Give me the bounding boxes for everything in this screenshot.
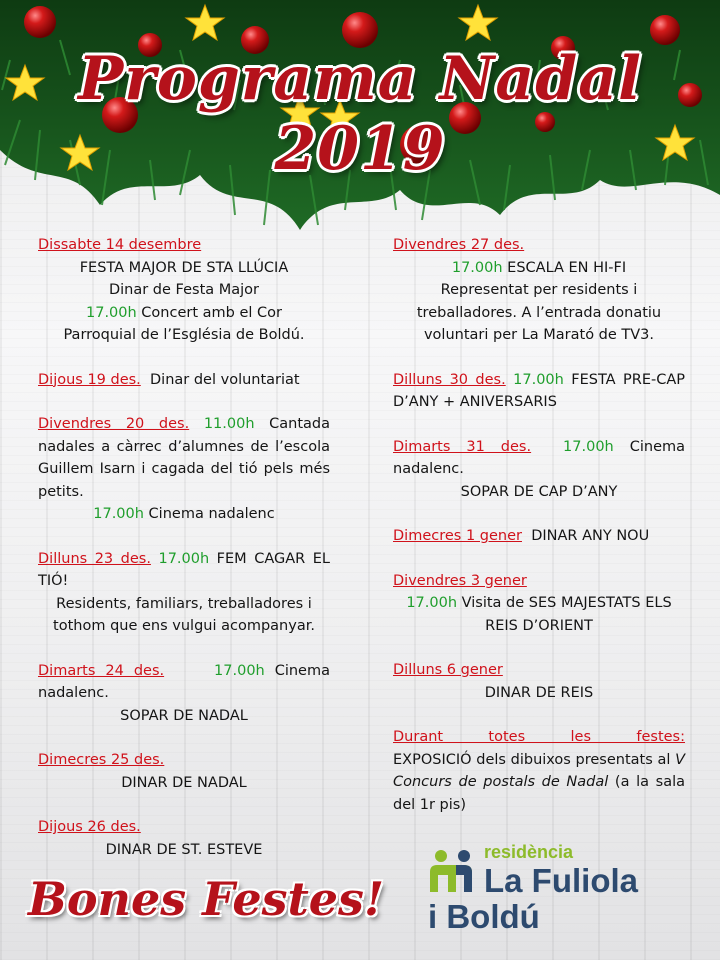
- event-text: Dinar de Festa Major: [108, 282, 260, 298]
- event-text: DINAR ANY NOU: [521, 528, 650, 544]
- event-date: Dissabte 14 desembre: [38, 237, 202, 253]
- logo-name-line1: La Fuliola: [484, 862, 639, 899]
- event-text: Cantada nadales a càrrec d’alumnes de l’escola Guillem Isarn i cagada del tió pels més petits.: [38, 416, 330, 500]
- event-date: Dilluns 23 des.: [38, 550, 151, 567]
- greeting-bones-festes: Bones Festes!: [28, 872, 385, 926]
- event-3-gener: [393, 570, 685, 638]
- event-text: Visita de SES MAJESTATS ELS REIS D’ORIENT: [457, 595, 672, 634]
- event-date: Dimecres 1 gener: [393, 528, 522, 544]
- event-6-gener: [393, 659, 685, 704]
- event-text: FEM CAGAR EL TIÓ!: [38, 550, 330, 589]
- event-text: DINAR DE REIS: [484, 684, 594, 701]
- event-time: 17.00h: [563, 438, 614, 455]
- event-14-desembre: [38, 234, 330, 347]
- event-text: Concert amb el Cor: [136, 304, 282, 321]
- event-text: SOPAR DE NADAL: [120, 707, 248, 724]
- program-left-column: [38, 234, 330, 883]
- event-27-des: [393, 234, 685, 347]
- event-text: Dinar del voluntariat: [140, 371, 300, 388]
- event-date: Durant totes les festes:: [393, 729, 685, 745]
- people-logo-icon: [428, 848, 478, 898]
- event-title: ESCALA EN HI-FI: [502, 259, 627, 276]
- event-26-des: [38, 816, 330, 861]
- event-text: DINAR DE ST. ESTEVE: [105, 841, 263, 858]
- event-time: 17.00h: [86, 304, 137, 321]
- event-title: FESTA MAJOR DE STA LLÚCIA: [79, 259, 289, 276]
- event-text: Representat per residents i treballadores. A l’entrada donatiu voluntari per La Marató de TV3.: [416, 282, 662, 343]
- event-date: Dilluns 6 gener: [393, 662, 503, 678]
- event-time: 17.00h: [93, 506, 144, 522]
- event-25-des: [38, 749, 330, 794]
- event-time: 17.00h: [451, 259, 503, 276]
- event-20-des: [38, 413, 330, 526]
- event-exposicio: [393, 726, 685, 816]
- event-30-des: [393, 369, 685, 414]
- logo-residencia-text: residència: [484, 842, 574, 862]
- event-date: Dilluns 30 des.: [393, 371, 506, 388]
- event-time: 17.00h: [406, 595, 458, 611]
- event-text: SOPAR DE CAP D’ANY: [460, 483, 618, 500]
- program-right-column: [393, 234, 685, 838]
- event-text: Cinema nadalenc.: [38, 662, 330, 701]
- event-1-gener: [393, 525, 685, 548]
- event-text: FESTA PRE-CAP D’ANY + ANIVERSARIS: [393, 371, 686, 410]
- page-title: Programa Nadal 2019: [78, 44, 642, 184]
- residencia-logo: [428, 842, 678, 942]
- event-19-des: [38, 369, 330, 392]
- event-24-des: [38, 660, 330, 728]
- event-time: 17.00h: [214, 662, 265, 679]
- event-date: Dimarts 24 des.: [38, 662, 165, 679]
- logo-name-line2: i Boldú: [428, 898, 540, 935]
- event-time: 17.00h: [505, 371, 564, 388]
- event-text: Residents, familiars, treballadores i tothom que ens vulgui acompanyar.: [53, 595, 315, 634]
- event-time: 17.00h: [158, 550, 210, 567]
- event-date: Dimarts 31 des.: [393, 438, 532, 455]
- event-date: Dimecres 25 des.: [38, 752, 165, 768]
- event-text: EXPOSICIÓ dels dibuixos presentats al: [393, 751, 676, 768]
- event-text: Cinema nadalenc.: [393, 438, 685, 477]
- event-date: Divendres 27 des.: [393, 237, 525, 253]
- event-date: Divendres 20 des.: [38, 416, 190, 432]
- event-text: (a la sala del 1r pis): [393, 774, 686, 813]
- event-text: Parroquial de l’Església de Boldú.: [63, 327, 305, 343]
- event-31-des: [393, 436, 685, 504]
- event-date: Dijous 26 des.: [38, 819, 141, 835]
- event-text: Cinema nadalenc: [143, 506, 275, 522]
- event-text-italic: V Concurs de postals de Nadal: [393, 751, 685, 790]
- event-date: Divendres 3 gener: [393, 572, 527, 589]
- event-text: DINAR DE NADAL: [121, 774, 247, 791]
- event-23-des: [38, 548, 330, 638]
- event-time: 11.00h: [203, 416, 255, 432]
- event-date: Dijous 19 des.: [38, 371, 141, 388]
